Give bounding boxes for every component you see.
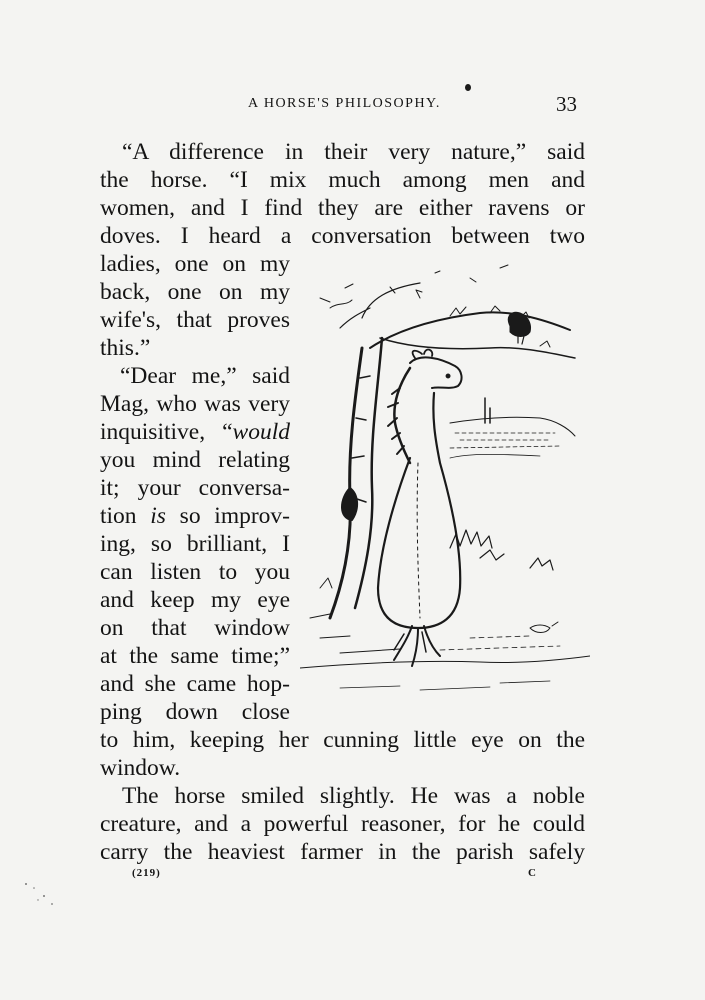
- text-span: tion: [100, 503, 151, 529]
- text-line: [100, 418, 290, 446]
- italic-word: is: [150, 503, 166, 529]
- text-line: wife's, that proves: [100, 307, 290, 333]
- gathering-mark: C: [528, 867, 536, 879]
- text-line: this.”: [100, 335, 151, 361]
- text-line: window.: [100, 755, 181, 781]
- text-line: at the same time;”: [100, 643, 290, 669]
- text-line: The horse smiled slightly. He was a noble: [122, 783, 585, 809]
- text-line: ing, so brilliant, I: [100, 531, 290, 557]
- text-line: “Dear me,” said: [120, 363, 290, 389]
- text-line: on that window: [100, 615, 290, 641]
- ink-dot: [465, 84, 471, 91]
- text-line: women, and I find they are either ravens or: [100, 195, 585, 221]
- grass: [450, 530, 553, 570]
- text-span: inquisitive, “: [100, 419, 233, 445]
- horse-head: [410, 357, 462, 388]
- paper-specks: [20, 878, 70, 918]
- page-number: 33: [556, 92, 577, 116]
- text-line: carry the heaviest farmer in the parish safely: [100, 839, 585, 865]
- text-line: Mag, who was very: [100, 391, 290, 417]
- horse-body: [378, 393, 460, 628]
- italic-word: would: [232, 419, 290, 445]
- tree-trunk: [330, 348, 362, 618]
- text-line: back, one on my: [100, 279, 290, 305]
- printer-signature: (219): [132, 867, 161, 879]
- text-line: you mind relating: [100, 447, 290, 473]
- text-span: so improv-: [165, 503, 291, 529]
- text-line: and she came hop-: [100, 671, 290, 697]
- text-line: [100, 502, 290, 530]
- text-line: can listen to you: [100, 559, 290, 585]
- text-line: “A difference in their very nature,” said: [122, 139, 585, 165]
- text-line: it; your conversa-: [100, 475, 290, 501]
- text-line: and keep my eye: [100, 587, 290, 613]
- text-line: to him, keeping her cunning little eye on the: [100, 727, 585, 753]
- text-line: creature, and a powerful reasoner, for he could: [100, 811, 585, 837]
- text-line: the horse. “I mix much among men and: [100, 167, 585, 193]
- text-line: ping down close: [100, 699, 290, 725]
- text-line: ladies, one on my: [100, 251, 290, 277]
- text-line: doves. I heard a conversation between two: [100, 223, 585, 249]
- horse-illustration: [300, 258, 590, 708]
- horse-tail: [394, 626, 440, 666]
- running-head: A HORSE'S PHILOSOPHY.: [248, 96, 441, 111]
